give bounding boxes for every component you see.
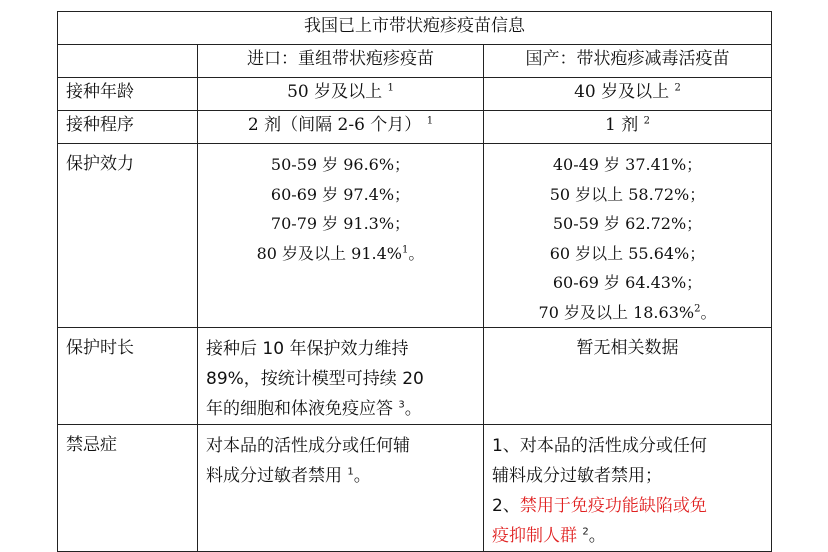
efficacy-domestic-line-last (484, 298, 771, 328)
age-imported (198, 78, 484, 111)
efficacy-imported-line: 50-59 岁 96.6%； (270, 155, 411, 174)
schedule-domestic-ref: 2 (643, 115, 650, 127)
efficacy-domestic-line: 40-49 岁 37.41%； (552, 155, 703, 174)
age-imported-ref: 1 (387, 82, 394, 94)
contraindication-domestic-red-text: 禁用于免疫功能缺陷或免 (519, 496, 707, 516)
duration-imported (198, 328, 484, 425)
efficacy-domestic-line: 60 岁以上 55.64%； (549, 243, 706, 263)
efficacy-domestic-line: 50 岁以上 58.72%； (549, 184, 706, 204)
row-label-age: 接种年龄 (58, 78, 198, 111)
age-domestic-ref: 2 (674, 82, 681, 94)
schedule-imported-ref: 1 (426, 115, 434, 127)
efficacy-domestic-last-text: 70 岁及以上 18.63% (538, 302, 695, 322)
efficacy-imported-last-text: 80 岁及以上 91.4% (256, 243, 402, 263)
row-label-contraindication: 禁忌症 (58, 425, 198, 552)
duration-imported-ref: 3 (398, 399, 405, 411)
efficacy-imported-line-last (198, 239, 483, 269)
contraindication-domestic-red-text: 疫抑制人群 (492, 526, 577, 546)
contraindication-imported-ref: 1 (347, 466, 354, 478)
contraindication-domestic (484, 425, 772, 552)
contraindication-domestic-ref: 2 (582, 526, 589, 538)
header-domestic: 国产：带状疱疹减毒活疫苗 (484, 45, 772, 78)
table-title: 我国已上市带状疱疹疫苗信息 (58, 12, 772, 45)
schedule-imported (198, 111, 484, 144)
contraindication-imported-line: 对本品的活性成分或任何辅 (206, 436, 410, 456)
row-label-schedule: 接种程序 (58, 111, 198, 144)
age-domestic-text: 40 岁及以上 (574, 82, 670, 102)
duration-imported-last-text: 年的细胞和体液免疫应答 (206, 399, 393, 419)
efficacy-imported-ref: 1 (401, 244, 409, 256)
row-label-efficacy: 保护效力 (58, 144, 198, 328)
efficacy-domestic-tail: 。 (700, 302, 717, 322)
contraindication-imported-tail: 。 (353, 466, 371, 486)
duration-imported-tail: 。 (404, 399, 422, 419)
duration-imported-line: 89%，按统计模型可持续 20 (206, 369, 424, 389)
contraindication-domestic-line: 辅料成分过敏者禁用； (492, 466, 662, 486)
duration-imported-line-last (198, 394, 483, 424)
contraindication-imported-line-last (198, 461, 483, 491)
header-imported: 进口：重组带状疱疹疫苗 (198, 45, 484, 78)
contraindication-domestic-line: 1、对本品的活性成分或任何 (492, 436, 707, 456)
efficacy-imported-line: 60-69 岁 97.4%； (270, 184, 411, 204)
contraindication-domestic-tail: 。 (588, 526, 606, 546)
contraindication-imported (198, 425, 484, 552)
efficacy-imported (198, 144, 484, 328)
efficacy-domestic-line: 60-69 岁 64.43%； (552, 273, 703, 292)
schedule-domestic (484, 111, 772, 144)
efficacy-imported-tail: 。 (408, 243, 425, 263)
duration-imported-line: 接种后 10 年保护效力维持 (206, 339, 409, 359)
contraindication-domestic-red-line-last (484, 521, 771, 551)
contraindication-domestic-red-line (484, 491, 771, 521)
header-empty-cell (58, 45, 198, 78)
efficacy-domestic (484, 144, 772, 328)
efficacy-imported-line: 70-79 岁 91.3%； (270, 214, 411, 233)
duration-domestic: 暂无相关数据 (484, 328, 772, 425)
vaccine-info-table (57, 11, 772, 552)
age-imported-text: 50 岁及以上 (287, 82, 383, 102)
age-domestic (484, 78, 772, 111)
schedule-domestic-text: 1 剂 (604, 115, 639, 135)
contraindication-domestic-red-prefix: 2、 (492, 496, 520, 516)
efficacy-domestic-ref: 2 (694, 303, 701, 315)
row-label-duration: 保护时长 (58, 328, 198, 425)
efficacy-domestic-line: 50-59 岁 62.72%； (552, 214, 703, 233)
contraindication-imported-last-text: 料成分过敏者禁用 (206, 466, 342, 486)
schedule-imported-text: 2 剂（间隔 2-6 个月） (247, 115, 422, 135)
